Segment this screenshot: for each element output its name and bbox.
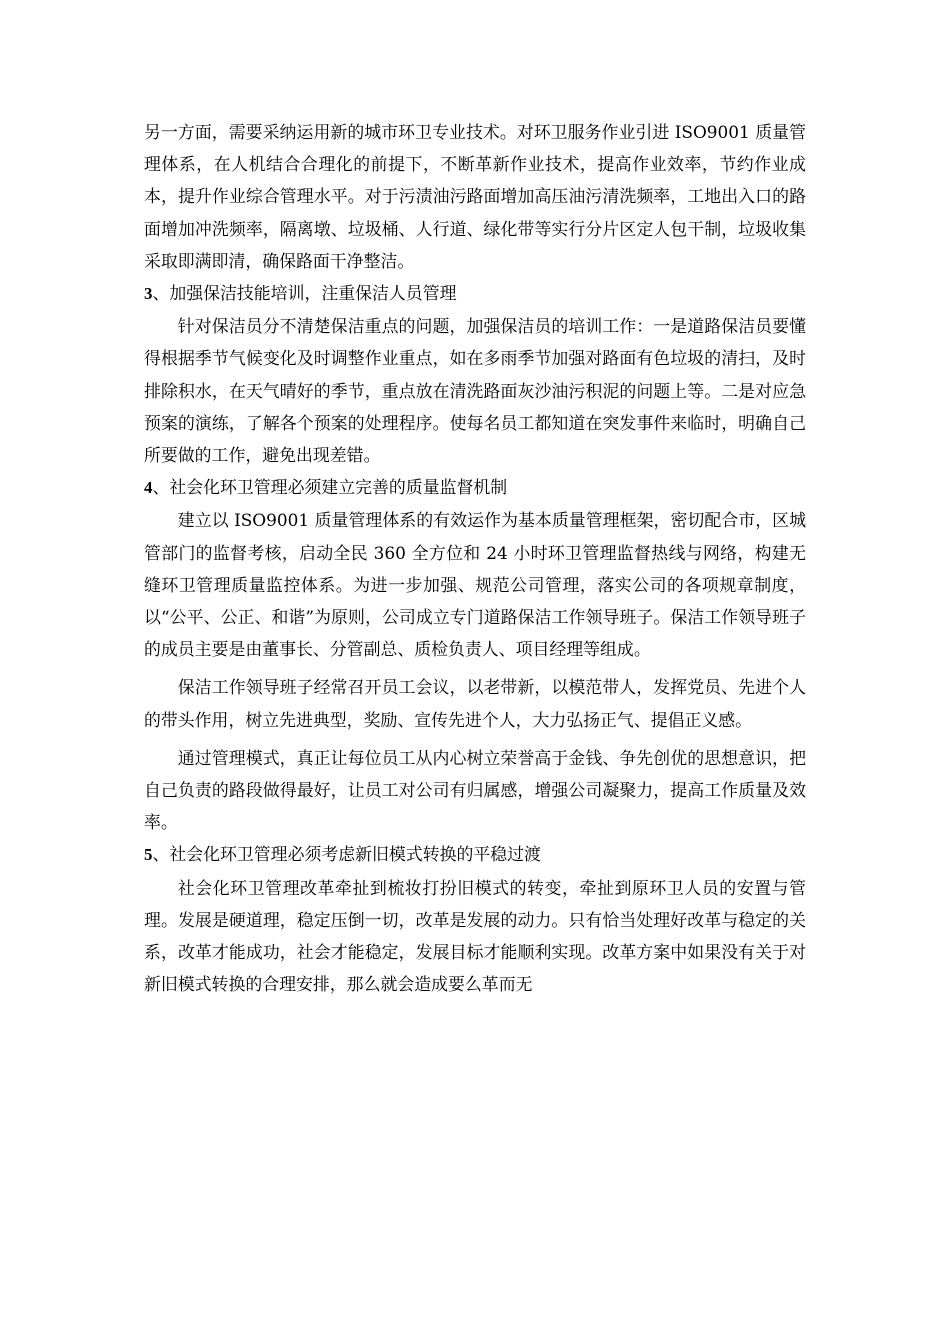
paragraph-leadership: 保洁工作领导班子经常召开员工会议，以老带新，以模范带人，发挥党员、先进个人的带头作用，树立先进典型，奖励、宣传先进个人，大力弘扬正气、提倡正义感。 [144, 677, 806, 730]
section-number: 4 [144, 478, 153, 498]
paragraph-training: 针对保洁员分不清楚保洁重点的问题，加强保洁员的培训工作：一是道路保洁员要懂得根据季节气候变化及时调整作业重点，如在多雨季节加强对路面有色垃圾的清扫，及时排除积水，在天气晴好的季节，重点放在清洗路面灰沙油污积泥的问题上等。二是对应急预案的演练，了解各个预案的处理程序。使每名员工都知道在突发事件来临时，明确自己所要做的工作，避免出现差错。 [144, 316, 806, 466]
section-title: 、加强保洁技能培训，注重保洁人员管理 [152, 283, 457, 304]
document-page [144, 116, 806, 1000]
section-heading-4 [144, 471, 806, 504]
section-heading-3 [144, 277, 806, 310]
paragraph-quality-system: 建立以 ISO9001 质量管理体系的有效运作为基本质量管理框架，密切配合市，区城管部门的监督考核，启动全民 360 全方位和 24 小时环卫管理监督热线与网络，构建无缝环卫管理质量监控体系。为进一步加强、规范公司管理，落实公司的各项规章制度，以“公平、公正、和谐”为原则，公司成立专门道路保洁工作领导班子。保洁工作领导班子的成员主要是由董事长、分管副总、质检负责人、项目经理等组成。 [144, 510, 806, 660]
section-number: 3 [144, 284, 153, 304]
section-heading-5 [144, 838, 806, 871]
section-title: 、社会化环卫管理必须建立完善的质量监督机制 [152, 477, 508, 498]
paragraph-intro: 另一方面，需要采纳运用新的城市环卫专业技术。对环卫服务作业引进 ISO9001 质量管理体系，在人机结合合理化的前提下，不断革新作业技术，提高作业效率，节约作业成本，提升作业综合管理水平。对于污渍油污路面增加高压油污清洗频率，工地出入口的路面增加冲洗频率，隔离墩、垃圾桶、人行道、绿化带等实行分片区定人包干制，垃圾收集采取即满即清，确保路面干净整洁。 [144, 122, 806, 271]
section-title: 、社会化环卫管理必须考虑新旧模式转换的平稳过渡 [152, 844, 541, 865]
section-number: 5 [144, 845, 153, 865]
paragraph-transition: 社会化环卫管理改革牵扯到梳妆打扮旧模式的转变，牵扯到原环卫人员的安置与管理。发展是硬道理，稳定压倒一切，改革是发展的动力。只有恰当处理好改革与稳定的关系，改革才能成功，社会才能稳定，发展目标才能顺利实现。改革方案中如果没有关于对新旧模式转换的合理安排，那么就会造成要么革而无 [144, 877, 806, 995]
paragraph-management-mode: 通过管理模式，真正让每位员工从内心树立荣誉高于金钱、争先创优的思想意识，把自己负责的路段做得最好，让员工对公司有归属感，增强公司凝聚力，提高工作质量及效率。 [144, 747, 806, 833]
